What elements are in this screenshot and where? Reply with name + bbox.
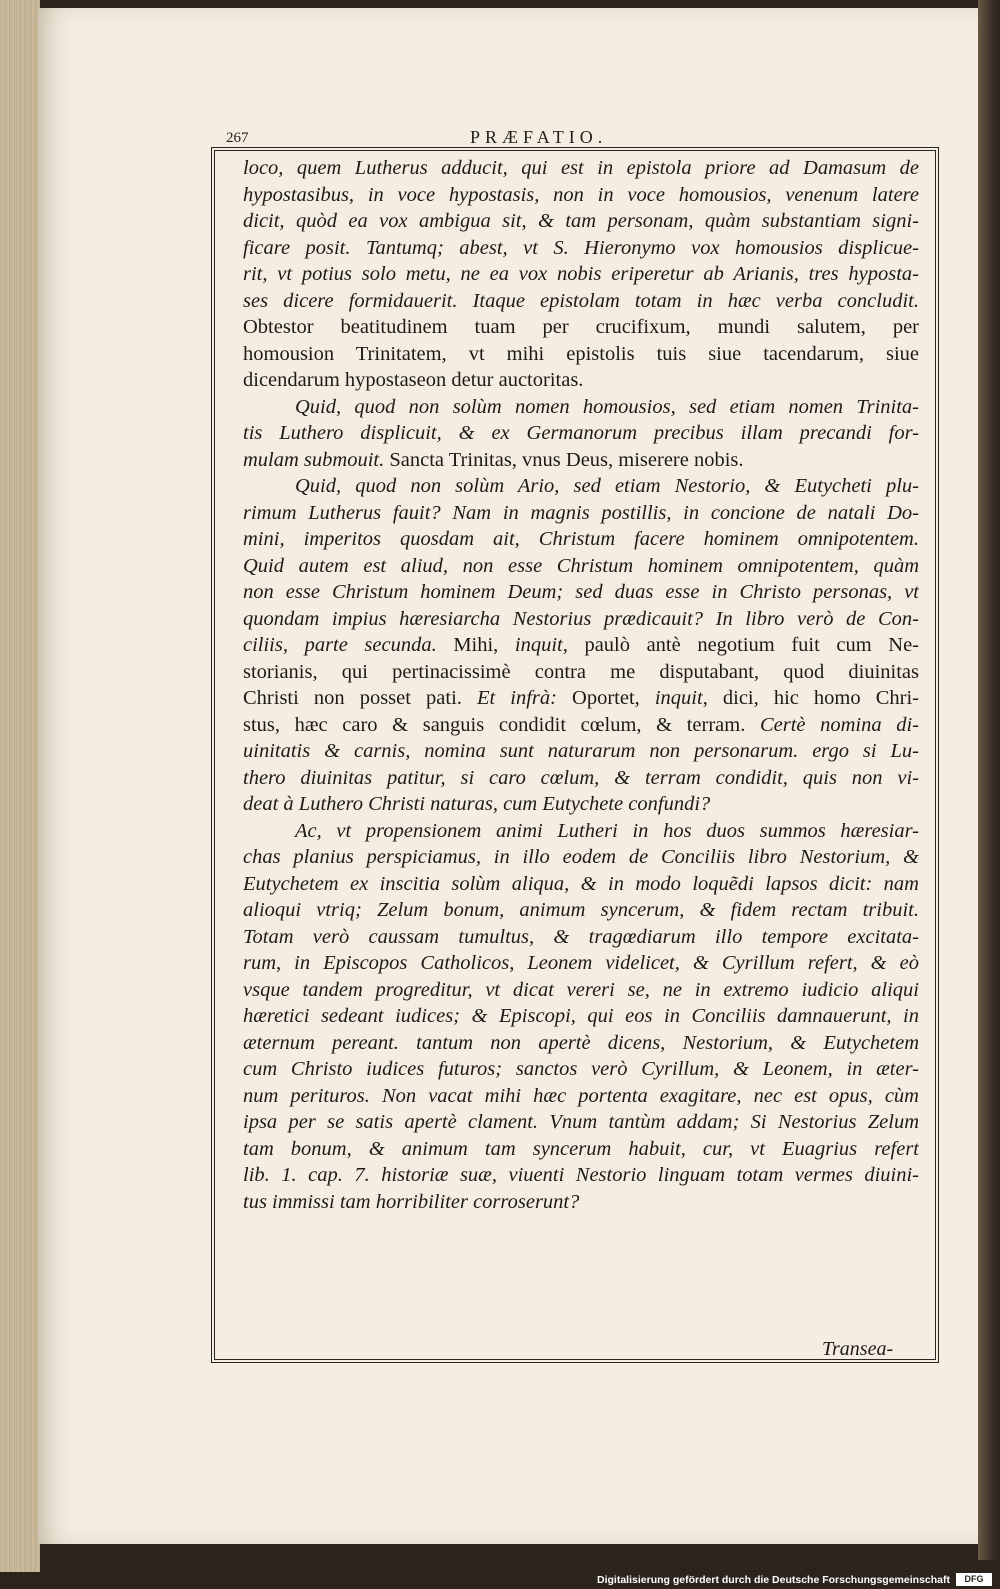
text-line — [243, 526, 919, 553]
text-line — [243, 288, 919, 315]
text-line — [243, 155, 919, 182]
digitization-credit: Digitalisierung gefördert durch die Deutsche Forschungsgemeinschaft — [597, 1574, 950, 1586]
book-cover-edge — [978, 0, 1000, 1560]
text-line — [243, 1083, 919, 1110]
text-line — [243, 553, 919, 580]
text-segment: Quid, quod non solùm nomen homousios, sed etiam nomen Trinita- — [295, 395, 919, 418]
text-segment: loco, quem Lutherus adducit, qui est in epistola priore ad Damasum de — [243, 157, 919, 179]
text-line — [243, 712, 919, 739]
text-line — [243, 685, 919, 712]
text-segment: inquit — [654, 687, 703, 709]
text-segment: dicendarum hypostaseon detur auctoritas. — [243, 369, 584, 391]
text-line — [243, 394, 919, 421]
text-segment: chas planius perspiciamus, in illo eodem de Conciliis libro Nestorium, & — [243, 846, 919, 868]
body-text — [243, 155, 919, 1215]
text-line — [243, 950, 919, 977]
catchword: Transea- — [822, 1338, 894, 1360]
book-page-edges — [0, 0, 40, 1589]
text-segment: ciliis, parte secunda. — [243, 634, 454, 656]
text-segment: æternum pereant. tantum non apertè dicens, Nestorium, & Eutychetem — [243, 1031, 919, 1054]
text-segment: Mihi, — [453, 634, 515, 656]
text-segment: Christi non posset pati. — [243, 687, 477, 709]
text-segment: deat à Luthero Christi naturas, cum Eutychete confundi? — [243, 793, 711, 815]
text-segment: num perituros. Non vacat mihi hæc portenta exagitare, nec est opus, cùm — [243, 1084, 919, 1107]
text-segment: Eutychetem ex inscitia solùm aliqua, & in modo loquẽdi lapsos dicit: nam — [243, 872, 919, 895]
text-segment: non esse Christum hominem Deum; sed duas esse in Christo personas, vt — [243, 581, 919, 603]
text-segment: Quid autem est aliud, non esse Christum hominem omnipotentem, quàm — [243, 554, 919, 577]
text-line — [243, 182, 919, 209]
text-segment: Totam verò caussam tumultus, & tragœdiarum illo tempore excitata- — [243, 925, 919, 948]
text-line — [243, 1030, 919, 1057]
text-line — [243, 659, 919, 686]
text-line — [243, 897, 919, 924]
text-line — [243, 632, 919, 659]
text-line — [243, 871, 919, 898]
text-segment: tis Luthero displicuit, & ex Germanorum precibus illam precandi for- — [243, 422, 919, 444]
text-line — [243, 500, 919, 527]
text-line — [243, 924, 919, 951]
text-segment: dicit, quòd ea vox ambigua sit, & tam personam, quàm substantiam signi- — [243, 210, 919, 232]
text-line — [243, 1003, 919, 1030]
text-line — [243, 447, 919, 474]
text-line — [243, 738, 919, 765]
text-segment: storianis, qui pertinacissimè contra me disputabant, quod diuinitas — [243, 660, 919, 683]
text-line — [243, 235, 919, 262]
text-line — [243, 1056, 919, 1083]
text-segment: rum, in Episcopos Catholicos, Leonem videlicet, & Cyrillum refert, & eò — [243, 952, 919, 974]
text-line — [243, 765, 919, 792]
text-segment: homousion Trinitatem, vt mihi epistolis tuis siue tacendarum, siue — [243, 342, 919, 365]
text-segment: , paulò antè negotium fuit cum Ne- — [562, 634, 919, 656]
text-segment: tus immissi tam horribiliter corroserunt? — [243, 1190, 580, 1213]
text-line — [243, 208, 919, 235]
text-line — [243, 977, 919, 1004]
text-segment: quondam impius hæresiarcha Nestorius prædicauit? In libro verò de Con- — [243, 607, 919, 630]
text-segment: tam bonum, & animum tam syncerum habuit, cur, vt Euagrius refert — [243, 1137, 919, 1160]
text-line — [243, 314, 919, 341]
text-segment: Et infrà: — [476, 687, 557, 709]
text-line — [243, 1162, 919, 1189]
text-segment: uinitatis & carnis, nomina sunt naturarum non personarum. ergo si Lu- — [243, 740, 919, 762]
text-segment: alioqui vtriq; Zelum bonum, animum syncerum, & fidem rectam tribuit. — [243, 899, 919, 921]
text-segment: rit, vt potius solo metu, ne ea vox nobis eriperetur ab Arianis, tres hyposta- — [243, 263, 919, 285]
text-segment: cum Christo iudices futuros; sanctos verò Cyrillum, & Leonem, in æter- — [243, 1058, 919, 1080]
text-segment: mini, imperitos quosdam ait, Christum facere hominem omnipotentem. — [243, 528, 919, 550]
text-segment: ficare posit. Tantumq; abest, vt S. Hieronymo vox homousios displicue- — [243, 236, 919, 259]
text-segment: , dici, hic homo Chri- — [702, 687, 919, 709]
dfg-logo-badge: DFG — [956, 1573, 992, 1586]
text-line — [243, 1136, 919, 1163]
text-segment: ses dicere formidauerit. Itaque epistolam totam in hæc verba concludit. — [243, 289, 919, 312]
text-line — [243, 1189, 919, 1216]
text-segment: hypostasibus, in voce hypostasis, non in voce homousios, venenum latere — [243, 183, 919, 206]
text-segment: Ac, vt propensionem animi Lutheri in hos duos summos hæresiar- — [295, 819, 919, 842]
text-line — [243, 420, 919, 447]
text-line — [243, 341, 919, 368]
text-segment: ipsa per se satis apertè clament. Vnum tantùm addam; Si Nestorius Zelum — [243, 1111, 919, 1133]
text-line — [243, 579, 919, 606]
page-number: 267 — [226, 130, 249, 146]
text-segment: lib. 1. cap. 7. historiæ suæ, viuenti Nestorio linguam totam vermes diuini- — [243, 1164, 919, 1186]
text-line — [243, 473, 919, 500]
text-segment: inquit — [514, 634, 563, 656]
text-line — [243, 844, 919, 871]
text-segment: hæretici sedeant iudices; & Episcopi, qui eos in Conciliis damnauerunt, in — [243, 1005, 919, 1027]
text-line — [243, 367, 919, 394]
text-segment: Oportet, — [556, 687, 655, 709]
text-line — [243, 606, 919, 633]
text-line — [243, 791, 919, 818]
text-segment: Obtestor beatitudinem tuam per crucifixum, mundi salutem, per — [243, 316, 919, 338]
text-segment: stus, hæc caro & sanguis condidit cœlum, & terram. — [243, 713, 760, 736]
text-line — [243, 1109, 919, 1136]
text-segment: Certè nomina di- — [759, 713, 919, 736]
text-line — [243, 261, 919, 288]
text-segment: Quid, quod non solùm Ario, sed etiam Nestorio, & Eutycheti plu- — [295, 475, 919, 497]
text-segment: vsque tandem progreditur, vt dicat vereri se, ne in extremo iudicio aliqui — [243, 978, 919, 1001]
text-segment: Sancta Trinitas, vnus Deus, miserere nobis. — [389, 448, 744, 471]
text-line — [243, 818, 919, 845]
text-segment: mulam submouit. — [243, 448, 390, 471]
text-segment: thero diuinitas patitur, si caro cœlum, & terram condidit, quis non vi- — [243, 766, 919, 789]
text-segment: rimum Lutherus fauit? Nam in magnis postillis, in concione de natali Do- — [243, 501, 919, 524]
running-head: PRÆFATIO. — [470, 127, 608, 147]
